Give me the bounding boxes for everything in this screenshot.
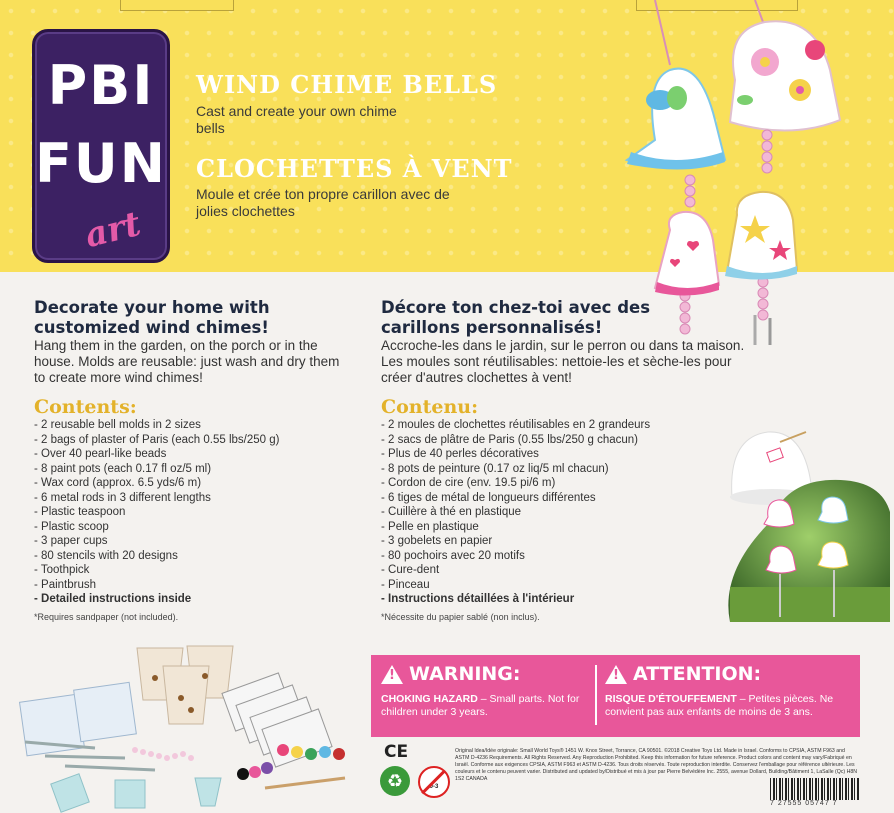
note-fr: *Nécessite du papier sablé (non inclus).	[381, 612, 540, 622]
warning-bold-fr: RISQUE D'ÉTOUFFEMENT	[605, 693, 737, 705]
warning-icon: !	[605, 665, 627, 684]
contents-list-en	[34, 418, 354, 607]
recycle-icon: ♻	[380, 766, 410, 796]
warning-title-en: WARNING:	[409, 663, 521, 685]
warning-divider	[595, 665, 597, 725]
list-item: - Pinceau	[381, 578, 711, 593]
note-en: *Requires sandpaper (not included).	[34, 612, 179, 622]
heading-en: Decorate your home with customized wind chimes!	[34, 298, 270, 337]
logo-line-2: FUN	[35, 132, 167, 195]
list-item: - 3 gobelets en papier	[381, 534, 711, 549]
bell-photo-image	[710, 402, 890, 622]
list-item: - Cuillère à thé en plastique	[381, 505, 711, 520]
kit-contents-image	[15, 638, 360, 813]
intro-en: Hang them in the garden, on the porch or in the house. Molds are reusable: just wash and dry them to create more wind chimes!	[34, 338, 340, 385]
list-item: - 2 bags of plaster of Paris (each 0.55 lbs/250 g)	[34, 433, 354, 448]
heading-fr: Décore ton chez-toi avec des carillons personnalisés!	[381, 298, 651, 337]
ce-mark-icon: CE	[384, 742, 409, 762]
list-item: - Wax cord (approx. 6.5 yds/6 m)	[34, 476, 354, 491]
warning-text-en: – Small parts. Not for children under 3 years.	[381, 693, 580, 718]
logo-line-3: art	[80, 203, 145, 257]
list-item: - 2 moules de clochettes réutilisables en 2 grandeurs	[381, 418, 711, 433]
list-item: - 6 tiges de métal de longueurs différentes	[381, 491, 711, 506]
subtitle-en: Cast and create your own chime bells	[196, 103, 397, 136]
list-item: - 80 pochoirs avec 20 motifs	[381, 549, 711, 564]
title-en: WIND CHIME BELLS	[196, 70, 498, 99]
list-item: - Over 40 pearl-like beads	[34, 447, 354, 462]
wind-chime-bells-image	[615, 0, 855, 345]
warning-title-fr: ATTENTION:	[633, 663, 762, 685]
list-item: - Toothpick	[34, 563, 354, 578]
list-item: - 2 sacs de plâtre de Paris (0.55 lbs/250 g chacun)	[381, 433, 711, 448]
list-item: - 8 pots de peinture (0.17 oz liq/5 ml chacun)	[381, 462, 711, 477]
list-item: - Plastic teaspoon	[34, 505, 354, 520]
list-item: - Plastic scoop	[34, 520, 354, 535]
logo-line-1: PBI	[47, 54, 155, 117]
title-fr: CLOCHETTES À VENT	[196, 154, 513, 183]
list-item: - 8 paint pots (each 0.17 fl oz/5 ml)	[34, 462, 354, 477]
legal-text: Original Idea/Idée originale: Small World Toys® 1451 W. Knox Street, Torrance, CA 90501. ©2018 Creative Toys Ltd. Made in Israel. Conforms to CPSIA, ASTM F963 and ASTM D-4236 Requirements. All Rights Reserved. Any Reproduction Prohibited. Keep this information for future reference. Product colors and content may vary/Fabriqué en Israël. Conforme aux exigences CPSIA, ASTM F963 et ASTM D-4236. Tous droits réservés. Toute reproduction interdite. Conservez l'emballage pour référence ultérieure. Les couleurs et le contenu peuvent varier. Distributed and updated by/Distribué et mis à jour par Pierre Belvédère Inc. 2555, avenue Dollard, Building/Bâtiment 1, LaSalle (Qc) H8N 1S2 CANADA	[455, 748, 857, 782]
subtitle-fr: Moule et crée ton propre carillon avec de jolies clochettes	[196, 186, 450, 219]
intro-fr: Accroche-les dans le jardin, sur le perron ou dans ta maison. Les moules sont réutilisables: nettoie-les et sèche-les pour créer d'autres clochettes à vent!	[381, 338, 745, 385]
list-item: - Cordon de cire (env. 19.5 pi/6 m)	[381, 476, 711, 491]
contents-title-en: Contents:	[34, 396, 137, 418]
list-item: - Paintbrush	[34, 578, 354, 593]
warning-box	[371, 655, 860, 737]
warning-icon: !	[381, 665, 403, 684]
brand-logo	[32, 29, 170, 263]
age-warning-icon	[418, 766, 450, 798]
list-item: - Instructions détaillées à l'intérieur	[381, 592, 711, 607]
barcode-number: 7 27555 05747 7	[770, 800, 838, 807]
list-item: - Detailed instructions inside	[34, 592, 354, 607]
contents-list-fr	[381, 418, 711, 607]
box-tab-left	[120, 0, 234, 11]
list-item: - 6 metal rods in 3 different lengths	[34, 491, 354, 506]
warning-bold-en: CHOKING HAZARD	[381, 693, 478, 705]
list-item: - 80 stencils with 20 designs	[34, 549, 354, 564]
list-item: - 3 paper cups	[34, 534, 354, 549]
list-item: - Pelle en plastique	[381, 520, 711, 535]
warning-text-fr: – Petites pièces. Ne convient pas aux enfants de moins de 3 ans.	[605, 693, 834, 718]
list-item: - 2 reusable bell molds in 2 sizes	[34, 418, 354, 433]
list-item: - Plus de 40 perles décoratives	[381, 447, 711, 462]
barcode	[770, 778, 860, 800]
certification-marks	[380, 742, 450, 802]
age-range: 0-3	[429, 784, 439, 790]
list-item: - Cure-dent	[381, 563, 711, 578]
contents-title-fr: Contenu:	[381, 396, 479, 418]
